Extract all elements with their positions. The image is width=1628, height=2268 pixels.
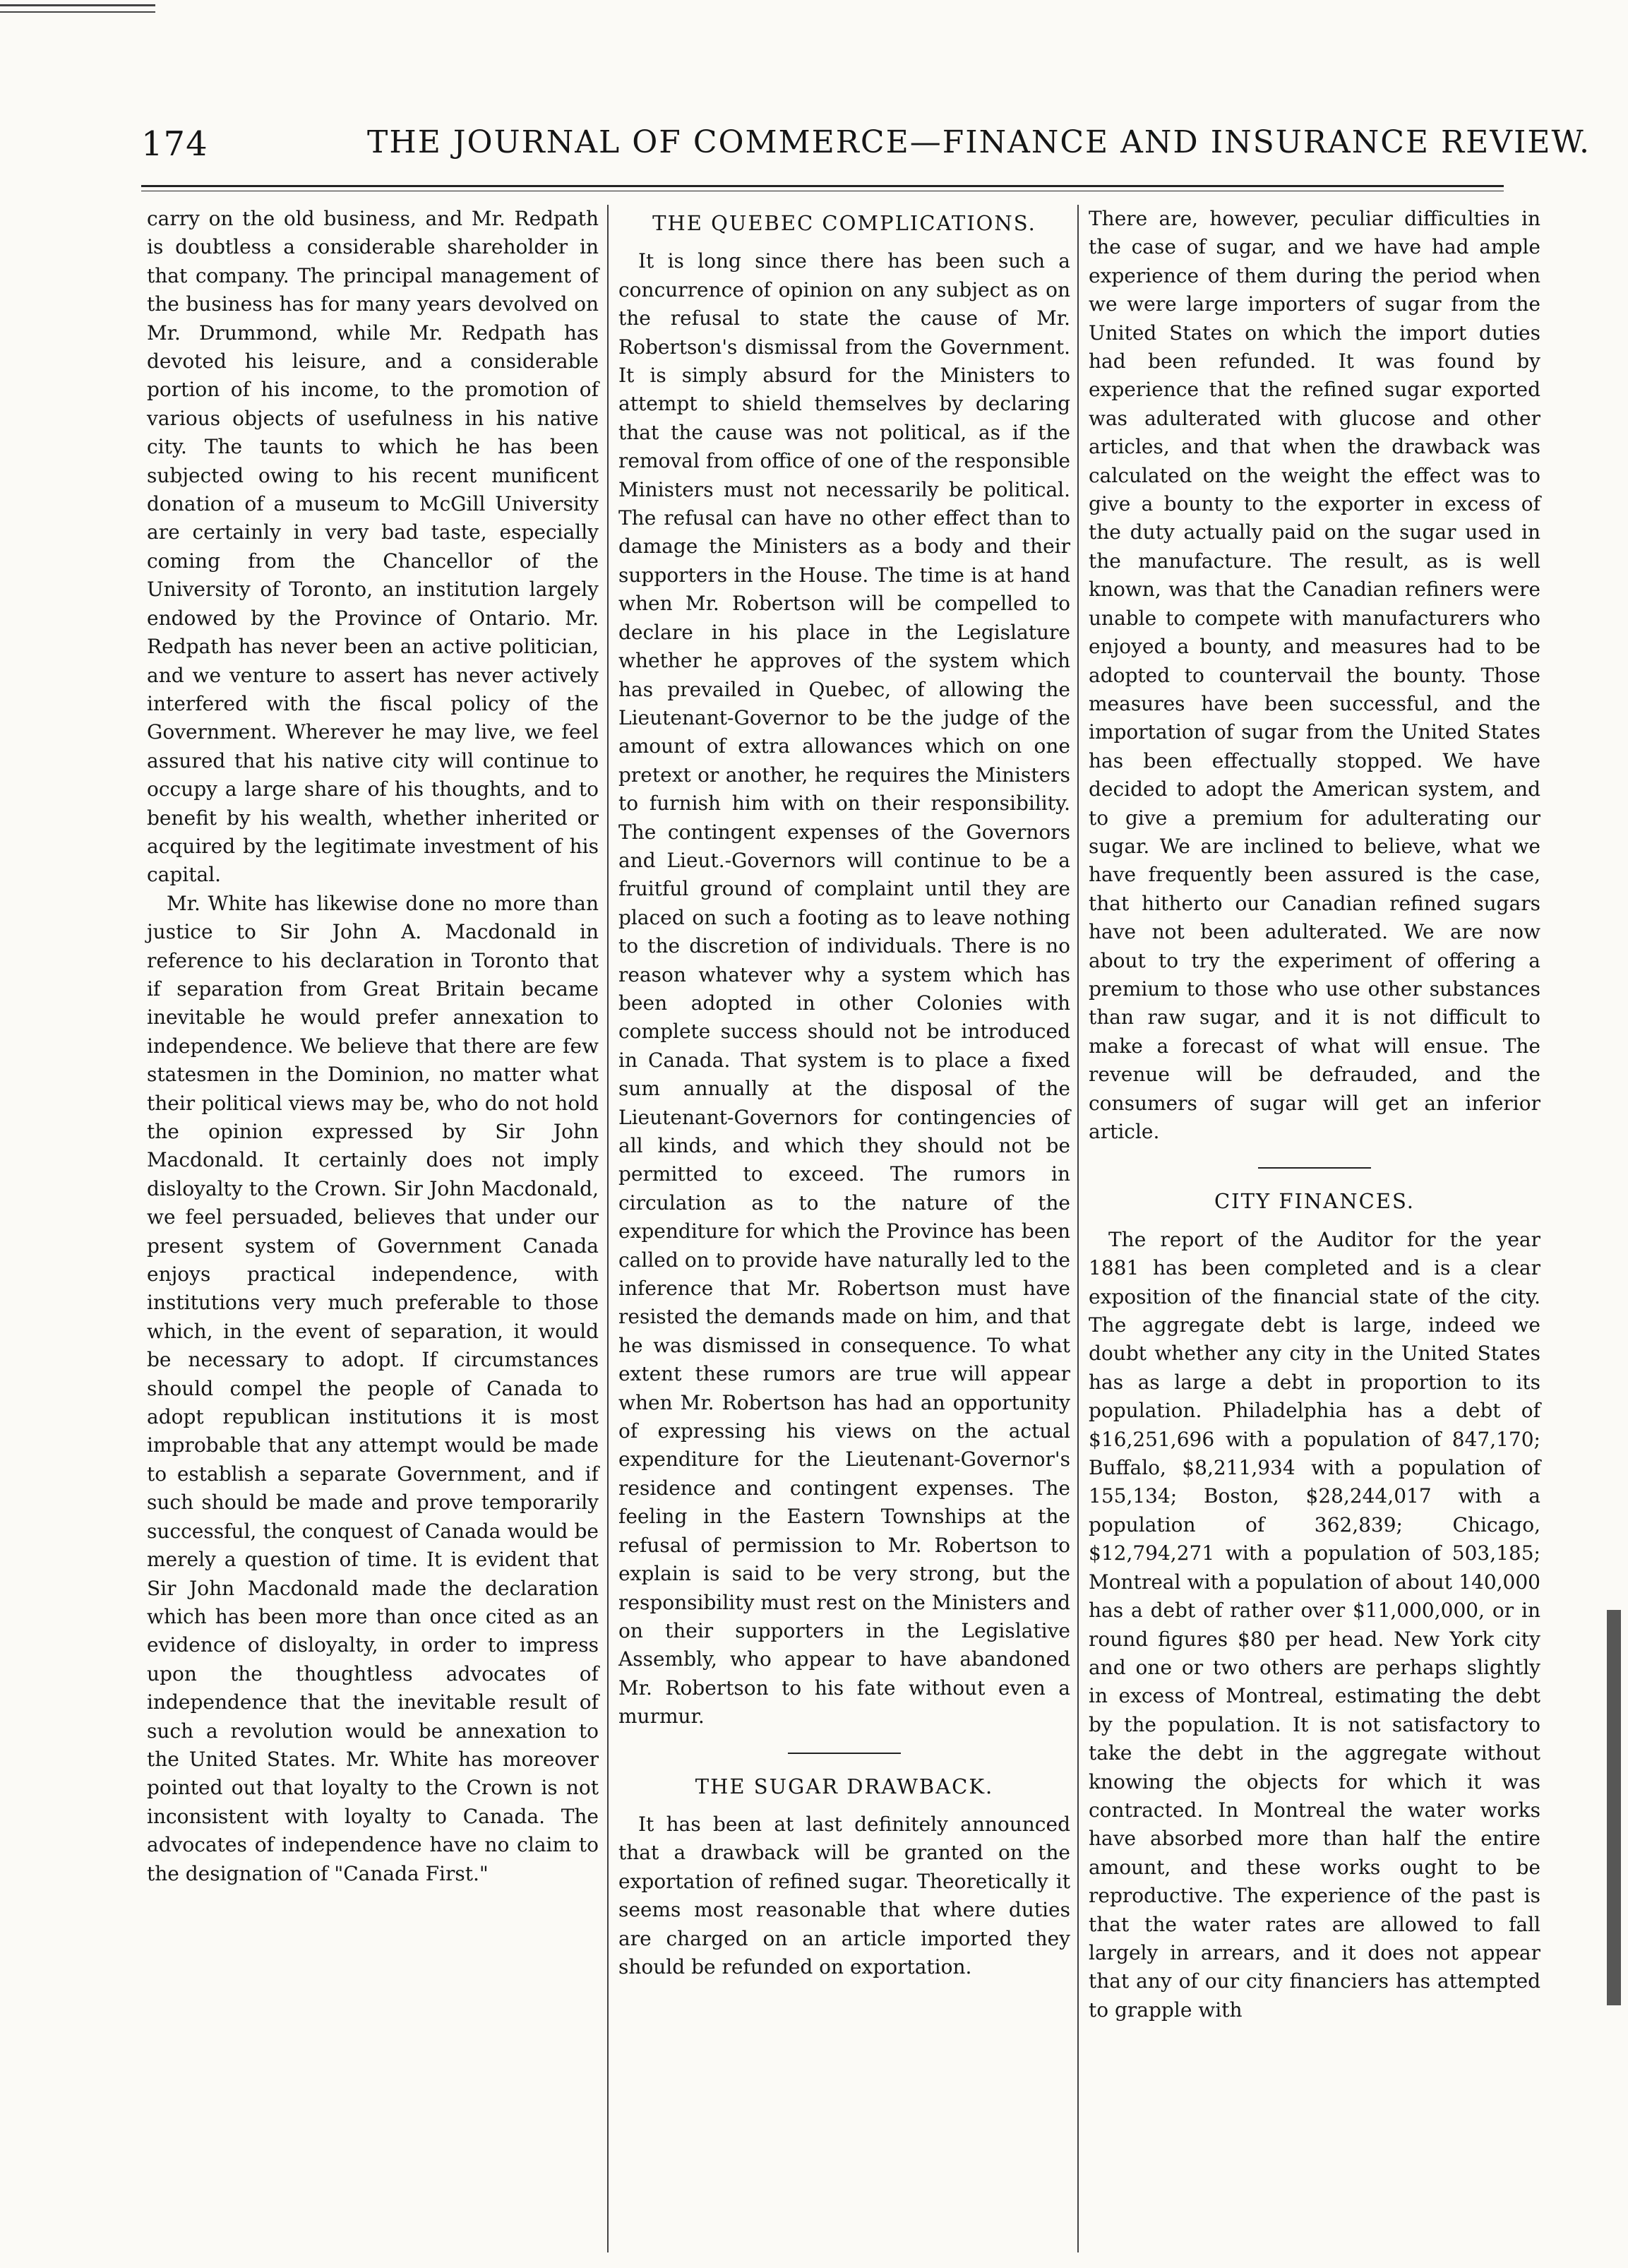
quebec-complications-article: It is long since there has been such a concurrence of opinion on any subject as on the refusal to state the cause of Mr. Robertson's dismissal from the Government. It is simply absurd for the Ministers to attempt to shield themselves by declaring that the cause was not political, as if the removal from office of one of the responsible Ministers must not necessarily be political. The refusal can have no other effect than to damage the Ministers as a body and their supporters in the House. The time is at hand when Mr. Robertson will be compelled to declare in his place in the Legislature whether he approves of the system which has prevailed in Quebec, of allowing the Lieutenant-Governor to be the judge of the amount of extra allowances which on one pretext or another, he requires the Ministers to furnish him with on their responsibility. The contingent expenses of the Governors and Lieut.-Governors will continue to be a fruitful ground of complaint until they are placed on such a footing as to leave nothing to the discretion of individuals. There is no reason whatever why a system which has been adopted in other Colonies with complete success should not be introduced in Canada. That system is to place a fixed sum annually at the disposal of the Lieutenant-Governors for contingencies of all kinds, and which they should not be permitted to exceed. The rumors in circulation as to the nature of the expenditure for which the Province has been called on to provide have naturally led to the inference that Mr. Robertson must have resisted the demands made on him, and that he was dismissed in consequence. To what extent these rumors are true will appear when Mr. Robertson has had an opportunity of expressing his views on the actual expenditure for the Lieutenant-Governor's residence and contingent expenses. The feeling in the Eastern Townships at the refusal of permission to Mr. Robertson to explain is said to be very strong, but the responsibility must rest on the Ministers and on their supporters in the Legislative Assembly, who appear to have abandoned Mr. Robertson to his fate without even a murmur.	[618, 249, 1070, 1729]
redpath-paragraph: carry on the old business, and Mr. Redpath is doubtless a considerable shareholder in that company. The principal management of the business has for many years devolved on Mr. Drummond, while Mr. Redpath has devoted his leisure, and a considerable portion of his income, to the promotion of various objects of usefulness in his native city. The taunts to which he has been subjected owing to his recent munificent donation of a museum to McGill University are certainly in very bad taste, especially coming from the Chancellor of the University of Toronto, an institution largely endowed by the Province of Ontario. Mr. Redpath has never been an active politician, and we venture to assert has never actively interfered with the fiscal policy of the Government. Wherever he may live, we feel assured that his native city will continue to occupy a large share of his thoughts, and to benefit by his wealth, whether inherited or acquired by the legitimate investment of his capital.	[147, 207, 599, 887]
sugar-drawback-continued: There are, however, peculiar difficulties in the case of sugar, and we have had ample experience of them during the period when we were large importers of sugar from the United States on which the import duties had been refunded. It was found by experience that the refined sugar exported was adulterated with glucose and other articles, and that when the drawback was calculated on the weight the effect was to give a bounty to the exporter in excess of the duty actually paid on the sugar used in the manufacture. The result, as is well known, was that the Canadian refiners were unable to compete with manufacturers who enjoyed a bounty, and measures had to be adopted to countervail the bounty. Those measures have been successful, and the importation of sugar from the United States has been effectually stopped. We have decided to adopt the American system, and to give a premium for adulterating our sugar. We are inclined to believe, what we have frequently been assured is the case, that hitherto our Canadian refined sugars have not been adulterated. We are now about to try the experiment of offering a premium to those who use other substances than raw sugar, and it is not difficult to make a forecast of what will ensue. The revenue will be defrauded, and the consumers of sugar will get an inferior article.	[1089, 207, 1540, 1143]
city-finances-article: The report of the Auditor for the year 1881 has been completed and is a clear exposition of the financial state of the city. The aggregate debt is large, indeed we doubt whether any city in the United States has as large a debt in proportion to its population. Philadelphia has a debt of $16,251,696 with a population of 847,170; Buffalo, $8,211,934 with a population of 155,134; Boston, $28,244,017 with a population of 362,839; Chicago, $12,794,271 with a population of 503,185; Montreal with a population of about 140,000 has a debt of rather over $11,000,000, or in round figures $80 per head. New York city and one or two others are perhaps slightly in excess of Montreal, estimating the debt by the population. It is not satisfactory to take the debt in the aggregate without knowing the objects for which it was contracted. In Montreal the water works have absorbed more than half the entire amount, and these works ought to be reproductive. The experience of the past is that the water rates are allowed to fall largely in arrears, and it does not appear that any of our city financiers has attempted to grapple with	[1089, 1227, 1540, 2022]
city-finances-heading: CITY FINANCES.	[1214, 1189, 1415, 1214]
column-1	[147, 205, 599, 1888]
article-separator	[788, 1753, 901, 1754]
sugar-drawback-article: It has been at last definitely announced that a drawback will be granted on the exportation of refined sugar. Theoretically it seems most reasonable that where duties are charged on an article imported they should be refunded on exportation.	[618, 1812, 1070, 1978]
macdonald-paragraph: Mr. White has likewise done no more than justice to Sir John A. Macdonald in reference to his declaration in Toronto that if separation from Great Britain became inevitable he would prefer annexation to independence. We believe that there are few statesmen in the Dominion, no matter what their political views may be, who do not hold the opinion expressed by Sir John Macdonald. It certainly does not imply disloyalty to the Crown. Sir John Macdonald, we feel persuaded, believes that under our present system of Government Canada enjoys practical independence, with institutions very much preferable to those which, in the event of separation, it would be necessary to adopt. If circumstances should compel the people of Canada to adopt republican institutions it is most improbable that any attempt would be made to establish a separate Government, and if such should be made and prove temporarily successful, the conquest of Canada would be merely a question of time. It is evident that Sir John Macdonald made the declaration which has been more than once cited as an evidence of disloyalty, in order to impress upon the thoughtless advocates of independence that the inevitable result of such a revolution would be annexation to the United States. Mr. White has moreover pointed out that loyalty to the Crown is not inconsistent with loyalty to Canada. The advocates of independence have no claim to the designation of "Canada First."	[147, 891, 599, 1885]
header-rule	[141, 185, 1504, 187]
top-edge-rule	[0, 4, 155, 6]
quebec-complications-heading: THE QUEBEC COMPLICATIONS.	[652, 211, 1036, 235]
page-number: 174	[141, 124, 208, 164]
column-2	[618, 205, 1070, 1981]
sugar-drawback-heading: THE SUGAR DRAWBACK.	[695, 1774, 994, 1798]
scan-edge-mark	[1607, 1610, 1621, 2005]
column-divider-2	[1077, 205, 1079, 2252]
page-header	[141, 124, 1591, 181]
column-3	[1089, 205, 1540, 2024]
top-edge-rule-2	[0, 11, 155, 13]
journal-title: THE JOURNAL OF COMMERCE—FINANCE AND INSURANCE REVIEW.	[367, 124, 1591, 160]
article-separator-2	[1258, 1167, 1371, 1169]
column-divider-1	[607, 205, 609, 2252]
